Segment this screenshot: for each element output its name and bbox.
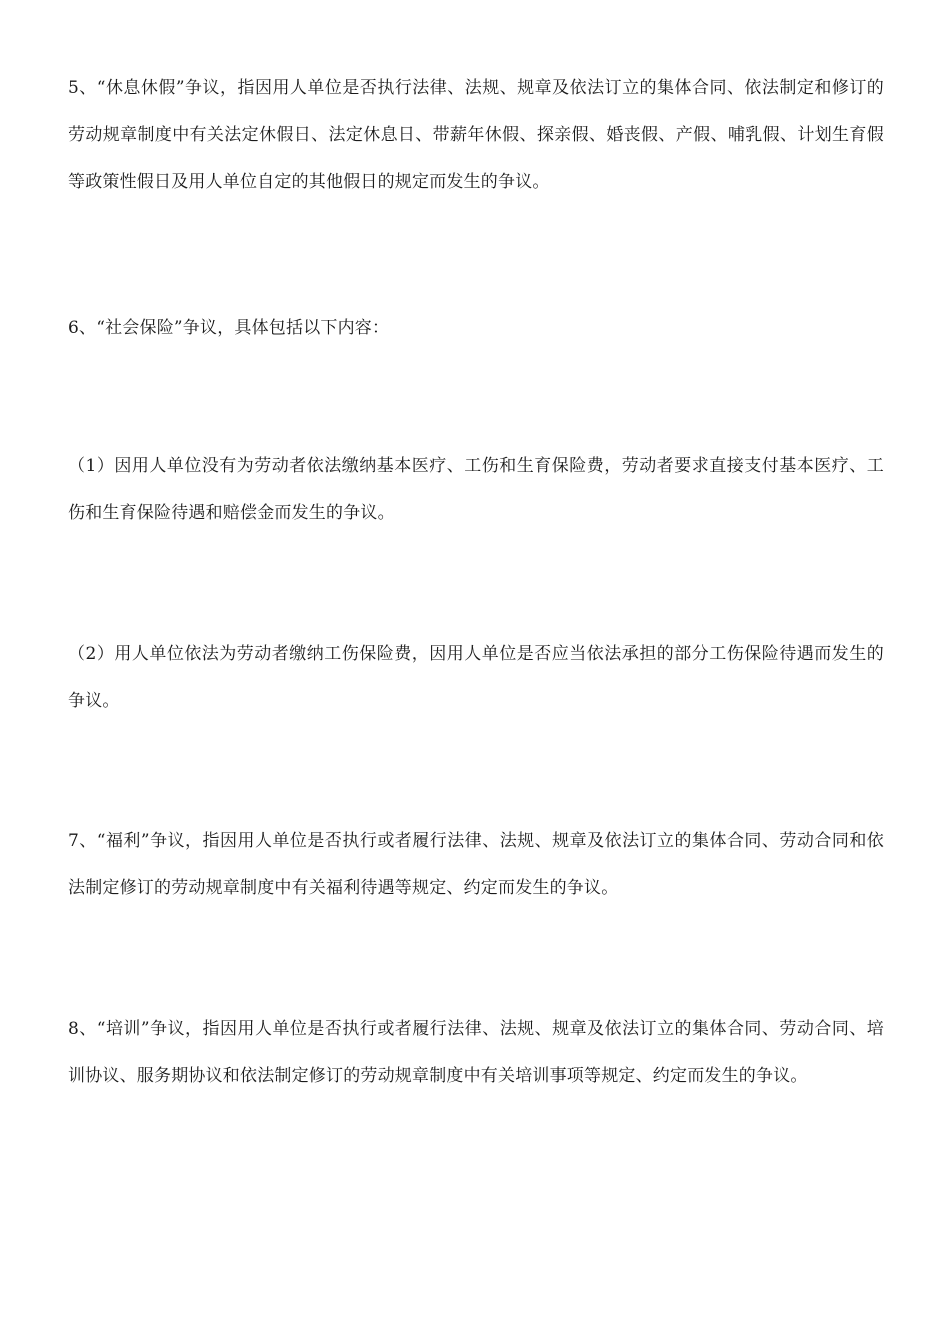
paragraph-insurance-item-2: （2）用人单位依法为劳动者缴纳工伤保险费，因用人单位是否应当依法承担的部分工伤保险待遇而发生的争议。 (68, 644, 884, 711)
paragraph-social-insurance-dispute: 6、“社会保险”争议，具体包括以下内容： (68, 318, 390, 338)
paragraph-welfare-dispute: 7、“福利”争议，指因用人单位是否执行或者履行法律、法规、规章及依法订立的集体合同、劳动合同和依法制定修订的劳动规章制度中有关福利待遇等规定、约定而发生的争议。 (68, 831, 884, 898)
paragraph-training-dispute: 8、“培训”争议，指因用人单位是否执行或者履行法律、法规、规章及依法订立的集体合同、劳动合同、培训协议、服务期协议和依法制定修订的劳动规章制度中有关培训事项等规定、约定而发生的争议。 (68, 1019, 884, 1086)
paragraph-insurance-item-1: （1）因用人单位没有为劳动者依法缴纳基本医疗、工伤和生育保险费，劳动者要求直接支付基本医疗、工伤和生育保险待遇和赔偿金而发生的争议。 (68, 456, 884, 523)
paragraph-rest-and-leave-dispute: 5、“休息休假”争议，指因用人单位是否执行法律、法规、规章及依法订立的集体合同、依法制定和修订的劳动规章制度中有关法定休假日、法定休息日、带薪年休假、探亲假、婚丧假、产假、哺乳假、计划生育假等政策性假日及用人单位自定的其他假日的规定而发生的争议。 (68, 78, 884, 192)
